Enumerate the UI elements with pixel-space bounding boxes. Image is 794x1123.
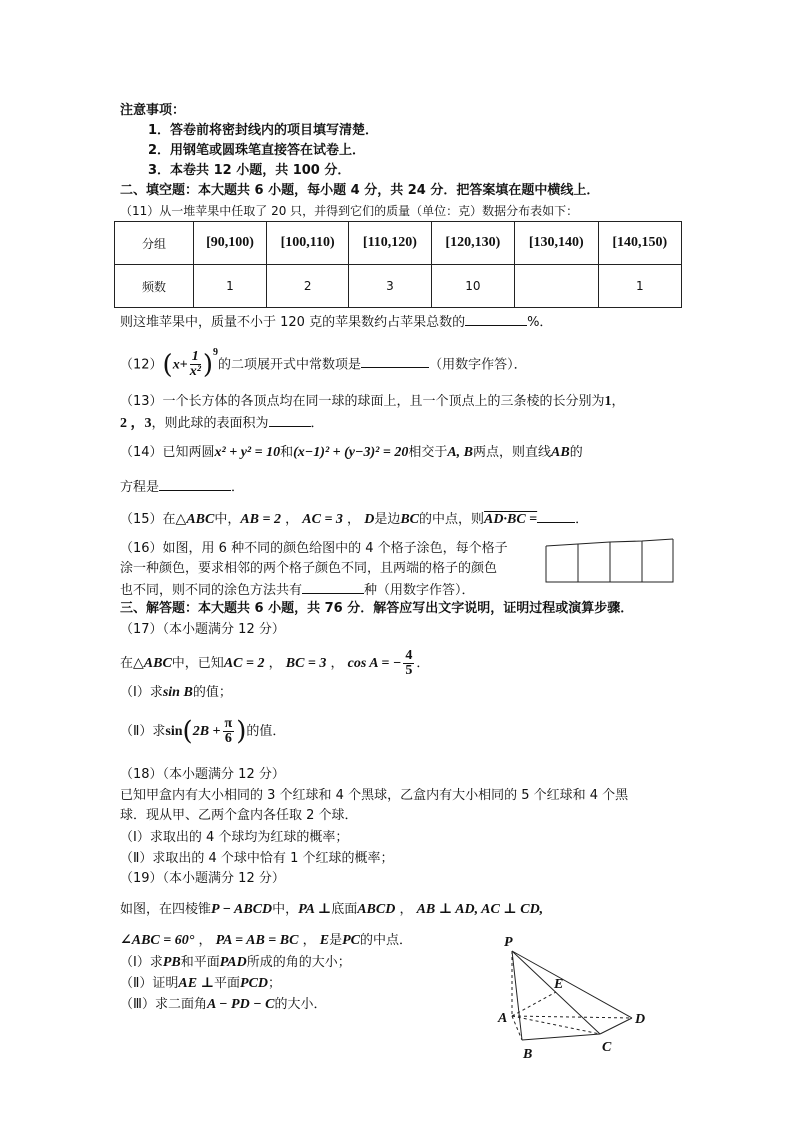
table-row: [115, 265, 682, 308]
q13-line2: [120, 414, 324, 432]
q17-part2: [120, 712, 285, 752]
q19-p2-end: ；: [268, 976, 282, 991]
q14-and: 和: [280, 445, 294, 460]
note-item-1: 1．答卷前将密封线内的项目填写清楚．: [148, 123, 379, 138]
q14-text-b: 两点，则直线: [473, 445, 552, 460]
q19-text-d: 是: [329, 933, 343, 948]
q19-e: E: [319, 933, 330, 948]
answer-blank: [537, 510, 575, 523]
q19-text-b: 中，: [272, 902, 299, 917]
q14-text-c: 的: [569, 445, 583, 460]
q14-points: A, B: [447, 445, 474, 460]
answer-blank: [302, 581, 364, 594]
q19-p2-ae: AE ⊥: [178, 976, 215, 991]
q13-text: （13）一个长方体的各顶点均在同一球的球面上，且一个顶点上的三条棱的长分别为: [120, 394, 605, 409]
answer-blank: [361, 355, 429, 368]
q17-text-b: 中，已知: [171, 656, 224, 671]
table-cell: 分组: [115, 222, 194, 265]
q19-p1-text2: 和平面: [180, 955, 220, 970]
q17-part1: [120, 685, 232, 701]
q16-line1: （16）如图，用 6 种不同的颜色给图中的 4 个格子涂色，每个格子: [120, 541, 508, 556]
q17-head: （17）（本小题满分 12 分）: [120, 622, 285, 637]
table-cell: [140,150): [598, 222, 681, 265]
left-paren: (: [162, 349, 173, 380]
q17-cond1: AC = 2: [223, 656, 265, 671]
edge-cd: [600, 1018, 632, 1034]
q17-end: ．: [416, 656, 430, 671]
q19-text-a: 如图，在四棱锥: [120, 902, 212, 917]
notes-heading: 注意事项：: [120, 103, 186, 118]
q13-end: ．: [310, 416, 324, 431]
q16-line3: [120, 581, 475, 599]
answer-blank: [465, 313, 527, 326]
q19-p2-text2: 平面: [214, 976, 241, 991]
q15-text-a: （15）在: [120, 512, 176, 527]
table-cell: 频数: [115, 265, 194, 308]
q14-line2: [120, 478, 244, 496]
q17-denominator: 5: [405, 663, 413, 678]
right-paren: ): [202, 349, 214, 380]
q12: [120, 341, 527, 381]
q17-cond3: cos A = −: [347, 656, 402, 671]
section3-heading: 三、解答题：本大题共 6 小题，共 76 分．解答应写出文字说明，证明过程或演算步骤．: [120, 601, 634, 616]
q15-cond1: AB = 2: [240, 512, 281, 527]
table-cell: [100,110): [266, 222, 348, 265]
q17-p1-math: sin B: [162, 685, 193, 700]
q18-head: （18）（本小题满分 12 分）: [120, 767, 285, 782]
q19-line2: ∠ABC = 60° ， PA = AB = BC ， E是PC的中点．: [120, 933, 412, 948]
q19-p2-text: （Ⅱ）证明: [120, 976, 179, 991]
q14-line2-text: 方程是: [120, 480, 160, 495]
q19-pc: PC: [342, 933, 360, 948]
q19-p1-pad: PAD: [219, 955, 247, 970]
q15: （15）在△ABC中，AB = 2 ， AC = 3 ， D是边BC的中点，则AD·BC = ．: [120, 512, 589, 527]
note-item-3: 3．本卷共 12 小题，共 100 分．: [148, 163, 351, 178]
q17-cond2: BC = 3: [285, 656, 327, 671]
q12-plus: +: [179, 357, 188, 373]
edge-ac: [512, 1016, 600, 1034]
q19-p1-pb: PB: [162, 955, 181, 970]
left-paren: (: [182, 716, 193, 747]
q17-p2-end: 的值．: [246, 724, 286, 739]
q16-text-b: 种（用数字作答）．: [364, 583, 475, 598]
pyramid-figure: [496, 934, 656, 1062]
q14-line1: [120, 445, 583, 461]
vertex-label-a: A: [498, 1011, 508, 1026]
q12-num: （12）: [120, 357, 163, 373]
vertex-label-d: D: [635, 1012, 646, 1027]
q12-text-end: （用数字作答）．: [429, 357, 527, 373]
q19-p3-dihedral: A − PD − C: [206, 997, 275, 1012]
q19-p3-text: （Ⅲ）求二面角: [120, 997, 207, 1012]
q19-p1-text: （Ⅰ）求: [120, 955, 163, 970]
q16-line2: 涂一种颜色，要求相邻的两个格子颜色不同，且两端的格子的颜色: [120, 561, 498, 576]
q14-text-a: 相交于: [408, 445, 448, 460]
q19-cond2: AB ⊥ AD, AC ⊥ CD,: [416, 902, 544, 917]
q17-fraction: [403, 649, 414, 678]
table-cell: 3: [349, 265, 431, 308]
q19-part1: [120, 955, 351, 971]
edge-pb: [512, 951, 522, 1040]
edge-ad: [512, 1016, 632, 1018]
q17-p2-numerator: π: [224, 716, 233, 731]
q15-text-b: 中，: [214, 512, 241, 527]
q14-text: （14）已知两圆: [120, 445, 215, 460]
table-header-row: [115, 222, 682, 265]
q15-cond2: AC = 3: [302, 512, 343, 527]
q12-numerator: 1: [190, 350, 201, 365]
q17-text-a: 在: [120, 656, 134, 671]
q15-d: D: [364, 512, 375, 527]
q17-p2-text: （Ⅱ）求: [120, 724, 166, 739]
q13-text2: ，则此球的表面积为: [151, 416, 269, 431]
q12-power: 9: [213, 347, 219, 358]
q19-part2: [120, 976, 281, 992]
q19-pyramid: P − ABCD: [211, 902, 273, 917]
section2-heading: 二、填空题：本大题共 6 小题，每小题 4 分，共 24 分．把答案填在题中横线上．: [120, 183, 600, 198]
q17-triangle: △ABC: [133, 656, 172, 671]
q17-p2-fraction: [223, 717, 235, 746]
q17-given: 在△ABC中，已知AC = 2 ， BC = 3 ， cos A = − $\frac{4}{5}$ ．: [120, 648, 430, 678]
table-cell: [90,100): [194, 222, 267, 265]
q15-end: ．: [575, 512, 589, 527]
q17-p2-denominator: 6: [224, 731, 232, 746]
distribution-table: [114, 221, 682, 308]
q19-base: ABCD: [357, 902, 396, 917]
table-cell: [515, 265, 598, 308]
grid-figure: [544, 538, 676, 585]
q19-head: （19）（本小题满分 12 分）: [120, 871, 285, 886]
q17-p2-inner: 2B +: [192, 724, 221, 739]
table-cell: 2: [266, 265, 348, 308]
q18-part1: （Ⅰ）求取出的 4 个球均为红球的概率；: [120, 830, 349, 845]
note-item-2: 2．用钢笔或圆珠笔直接答在试卷上．: [148, 143, 366, 158]
q15-bc: BC: [400, 512, 420, 527]
vertex-label-p: P: [504, 935, 513, 950]
table-cell: [130,140): [515, 222, 598, 265]
q11-intro: （11）从一堆苹果中任取了 20 只，并得到它们的质量（单位：克）数据分布表如下：: [120, 204, 579, 218]
table-cell: 1: [598, 265, 681, 308]
q15-vector-product: AD·BC =: [484, 512, 538, 527]
q15-text-e: 是边: [374, 512, 401, 527]
table-cell: 10: [431, 265, 514, 308]
q18-line2: 球．现从甲、乙两个盒内各任取 2 个球．: [120, 808, 358, 823]
q17-numerator: 4: [405, 648, 413, 663]
q14-end: ．: [231, 480, 245, 495]
q14-ab: AB: [551, 445, 570, 460]
q18-part2: （Ⅱ）求取出的 4 个球中恰有 1 个红球的概率；: [120, 851, 394, 866]
answer-blank: [159, 478, 231, 491]
q11-question-end: %．: [527, 315, 553, 330]
q12-x: x: [172, 357, 180, 373]
table-cell: [120,130): [431, 222, 514, 265]
q12-fraction: [190, 350, 201, 379]
q15-text-f: 的中点，则: [419, 512, 485, 527]
q13-nums: 2 ，3: [120, 416, 152, 431]
q19-text-f: 的中点．: [359, 933, 412, 948]
q12-denominator: x²: [189, 364, 201, 380]
answer-blank: [269, 414, 311, 427]
q14-eq2: (x−1)² + (y−3)² = 20: [293, 445, 409, 460]
q11-question-text: 则这堆苹果中，质量不小于 120 克的苹果数约占苹果总数的: [120, 315, 466, 330]
q19-p2-pcd: PCD: [240, 976, 269, 991]
table-cell: [110,120): [349, 222, 431, 265]
q13-line1: [120, 394, 625, 410]
q19-part3: [120, 997, 327, 1013]
q19-equal: PA = AB = BC: [215, 933, 299, 948]
q19-cond1: PA ⊥: [298, 902, 332, 917]
q11-question: [120, 313, 552, 331]
q19-p3-end: 的大小．: [274, 997, 327, 1012]
edge-bc: [522, 1034, 600, 1040]
q19-text-c: 底面: [331, 902, 358, 917]
q17-p2-sin: sin: [165, 724, 183, 739]
q17-p1-text: （Ⅰ）求: [120, 685, 163, 700]
vertex-label-c: C: [602, 1040, 612, 1055]
q18-line1: 已知甲盒内有大小相同的 3 个红球和 4 个黑球，乙盒内有大小相同的 5 个红球和 4 个黑: [120, 788, 629, 803]
q19-angle: ∠ABC = 60°: [120, 933, 195, 948]
q13-comma: ，: [611, 394, 625, 409]
q12-text: 的二项展开式中常数项是: [218, 357, 362, 373]
q19-p1-end: 所成的角的大小；: [246, 955, 351, 970]
vertex-label-e: E: [554, 977, 564, 992]
right-paren: ): [236, 716, 247, 747]
q17-p1-end: 的值；: [192, 685, 232, 700]
table-cell: 1: [194, 265, 267, 308]
q13-one: 1: [604, 394, 612, 409]
vertex-label-b: B: [523, 1047, 533, 1062]
edge-ae: [512, 992, 556, 1016]
q15-triangle: △ABC: [175, 512, 215, 527]
q19-line1: 如图，在四棱锥P − ABCD中，PA ⊥底面ABCD ， AB ⊥ AD, AC ⊥ CD,: [120, 902, 544, 917]
q16-text-a: 也不同，则不同的涂色方法共有: [120, 583, 303, 598]
q14-eq1: x² + y² = 10: [214, 445, 281, 460]
